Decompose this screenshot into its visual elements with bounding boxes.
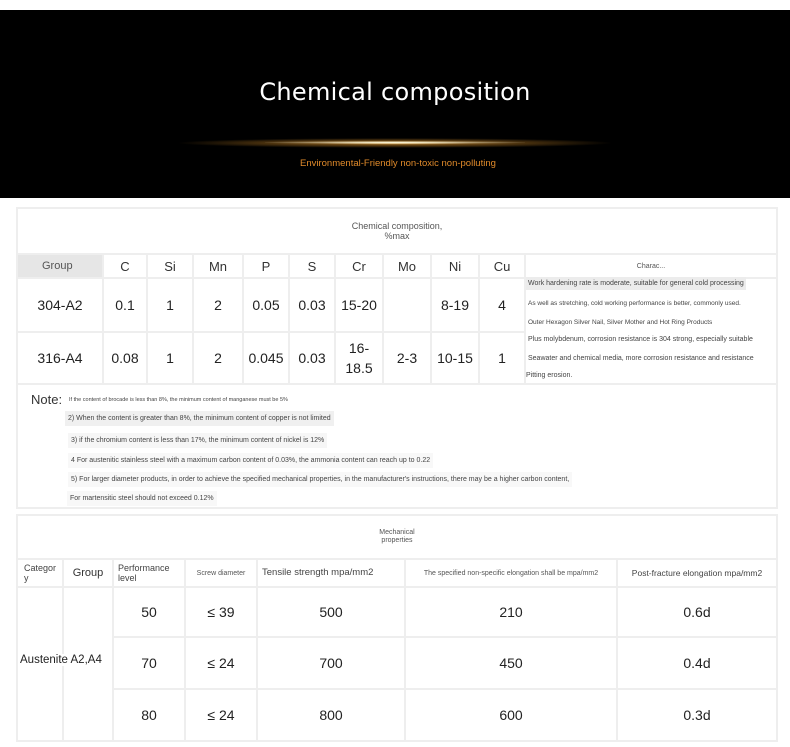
table-row-50-tensile: 500 <box>258 588 404 636</box>
header-performance: Performance level <box>114 560 184 586</box>
header-cu: Cu <box>480 255 524 277</box>
header-group: Group <box>18 255 102 277</box>
banner-subtitle: Environmental-Friendly non-toxic non-polluting <box>300 158 496 169</box>
table-row-50-diameter: ≤ 39 <box>186 588 256 636</box>
mechanical-table-title: Mechanical properties <box>18 516 776 558</box>
header-elongation-spec: The specified non-specific elongation shall be mpa/mm2 <box>406 560 616 586</box>
table-row-304-cr: 15-20 <box>336 279 382 331</box>
table-row-316-si: 1 <box>148 333 192 383</box>
table-row-304-mn: 2 <box>194 279 242 331</box>
table-row-304-cu: 4 <box>480 279 524 331</box>
table-row-304-p: 0.05 <box>244 279 288 331</box>
table-row-304-si: 1 <box>148 279 192 331</box>
note-line: 3) if the chromium content is less than 17%, the minimum content of nickel is 12% <box>68 433 327 448</box>
header-c: C <box>104 255 146 277</box>
mechanical-table <box>16 514 778 742</box>
header-mn: Mn <box>194 255 242 277</box>
header-mo: Mo <box>384 255 430 277</box>
header-category: Categor y <box>18 560 62 586</box>
header-s: S <box>290 255 334 277</box>
header-tensile: Tensile strength mpa/mm2 <box>258 560 404 586</box>
table-row-316-ni: 10-15 <box>432 333 478 383</box>
table-row-80-elongation: 600 <box>406 690 616 740</box>
table-row-70-post: 0.4d <box>618 638 776 688</box>
header-screw-diameter: Screw diameter <box>186 560 256 586</box>
table-row-316-mo: 2-3 <box>384 333 430 383</box>
category-value: Austenite A2,A4 <box>20 654 102 666</box>
table-row-316-p: 0.045 <box>244 333 288 383</box>
table-row-304-group: 304-A2 <box>18 279 102 331</box>
table-row-50-elongation: 210 <box>406 588 616 636</box>
table-row-70-tensile: 700 <box>258 638 404 688</box>
characteristics-cell <box>526 279 776 383</box>
table-row-50-post: 0.6d <box>618 588 776 636</box>
chemical-table-title: Chemical composition, %max <box>18 209 776 253</box>
note-line: 5) For larger diameter products, in order to achieve the specified mechanical properties, in the manufacturer's instructions, there may be a higher carbon content, <box>68 472 572 487</box>
header-si: Si <box>148 255 192 277</box>
characteristic-line: Seawater and chemical media, more corrosion resistance and resistance <box>528 355 754 362</box>
table-row-316-c: 0.08 <box>104 333 146 383</box>
table-row-316-group: 316-A4 <box>18 333 102 383</box>
table-row-316-s: 0.03 <box>290 333 334 383</box>
table-row-50-level: 50 <box>114 588 184 636</box>
table-row-80-level: 80 <box>114 690 184 740</box>
header-banner <box>0 10 790 198</box>
characteristic-line: Outer Hexagon Silver Nail, Silver Mother and Hot Ring Products <box>528 319 713 326</box>
table-row-80-diameter: ≤ 24 <box>186 690 256 740</box>
header-post-fracture: Post-fracture elongation mpa/mm2 <box>618 560 776 586</box>
characteristic-line: Work hardening rate is moderate, suitable for general cold processing <box>526 277 746 290</box>
table-row-80-tensile: 800 <box>258 690 404 740</box>
banner-glow-highlight <box>265 141 525 144</box>
table-row-304-ni: 8-19 <box>432 279 478 331</box>
note-label: Note: <box>31 392 63 407</box>
header-cr: Cr <box>336 255 382 277</box>
banner-title: Chemical composition <box>259 78 531 106</box>
table-row-316-mn: 2 <box>194 333 242 383</box>
table-row-316-cu: 1 <box>480 333 524 383</box>
note-line: For martensitic steel should not exceed 0.12% <box>67 491 217 506</box>
characteristic-line: Plus molybdenum, corrosion resistance is 304 strong, especially suitable <box>528 336 753 343</box>
header-p: P <box>244 255 288 277</box>
header-group: Group <box>64 560 112 586</box>
characteristic-line: Pitting erosion. <box>526 372 573 379</box>
header-ni: Ni <box>432 255 478 277</box>
note-line: If the content of brocade is less than 8%, the minimum content of manganese must be 5% <box>66 393 291 408</box>
table-row-304-s: 0.03 <box>290 279 334 331</box>
note-line: 4 For austenitic stainless steel with a maximum carbon content of 0.03%, the ammonia content can reach up to 0.22 <box>68 453 433 468</box>
header-characteristics: Charac... <box>526 255 776 277</box>
table-row-70-elongation: 450 <box>406 638 616 688</box>
table-row-80-post: 0.3d <box>618 690 776 740</box>
table-row-70-diameter: ≤ 24 <box>186 638 256 688</box>
table-row-304-c: 0.1 <box>104 279 146 331</box>
table-row-70-level: 70 <box>114 638 184 688</box>
note-line: 2) When the content is greater than 8%, the minimum content of copper is not limited <box>65 411 334 426</box>
characteristic-line: As well as stretching, cold working performance is better, commonly used. <box>528 300 741 307</box>
table-row-316-cr: 16- 18.5 <box>336 333 382 383</box>
table-row-304-mo <box>384 279 430 331</box>
chemical-table <box>16 207 778 509</box>
